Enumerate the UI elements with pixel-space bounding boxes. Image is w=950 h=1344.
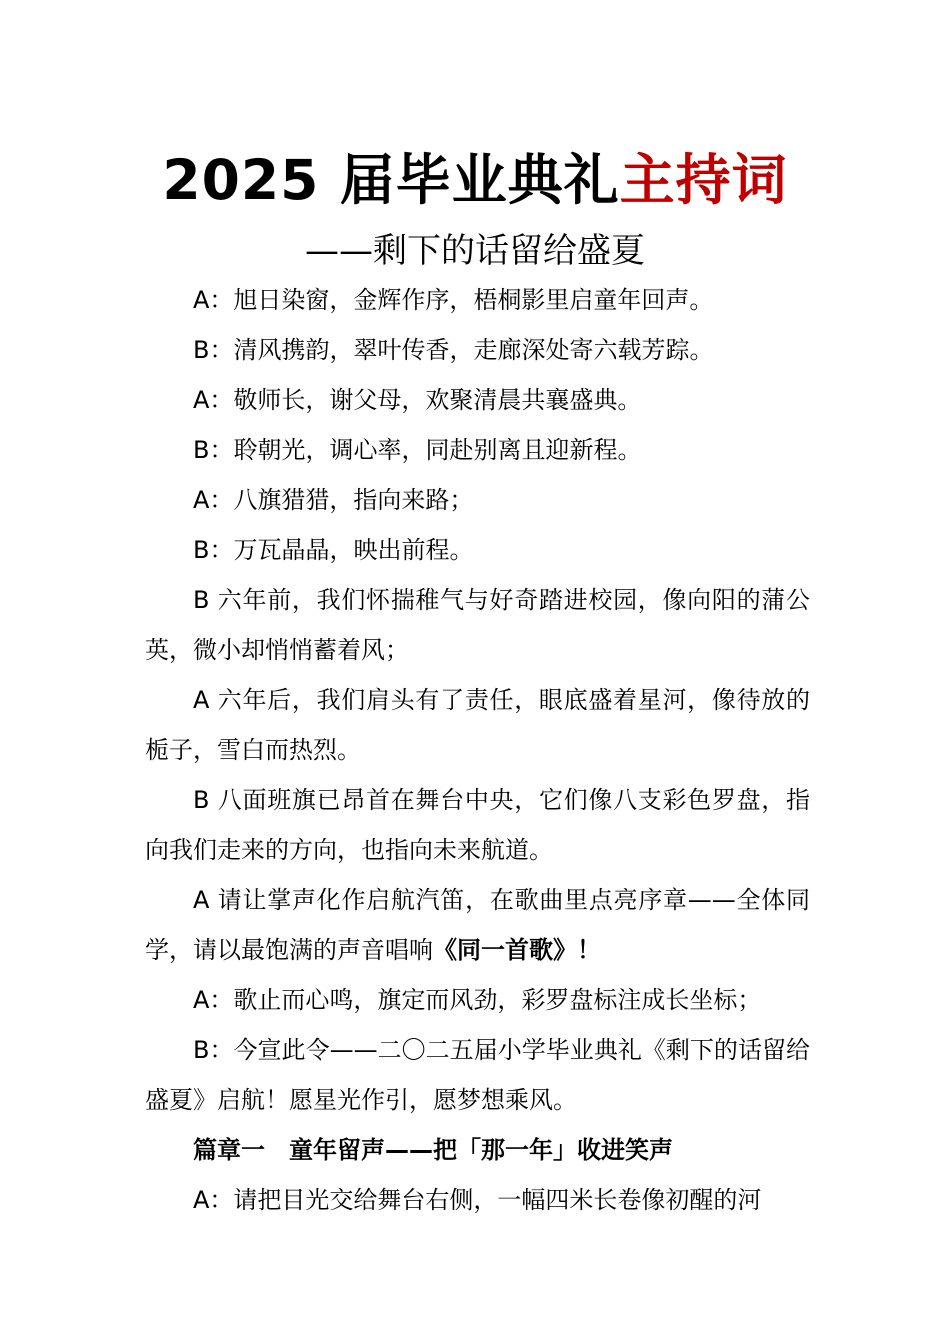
paragraph-11: A：歌止而心鸣，旗定而风劲，彩罗盘标注成长坐标；	[193, 986, 762, 1014]
paragraph-8: A 六年后，我们肩头有了责任，眼底盛着星河，像待放的栀子，雪白而热烈。	[145, 686, 810, 764]
paragraph-9: B 八面班旗已昂首在舞台中央，它们像八支彩色罗盘，指向我们走来的方向，也指向未来航道。	[145, 786, 810, 864]
chapter-number: 篇章一	[193, 1136, 265, 1164]
chapter-title: 童年留声——把「那一年」收进笑声	[289, 1136, 673, 1164]
paragraph-1: A：旭日染窗，金辉作序，梧桐影里启童年回声。	[193, 286, 714, 314]
document-body	[145, 275, 810, 1225]
paragraph-2: B：清风携韵，翠叶传香，走廊深处寄六载芳踪。	[193, 336, 714, 364]
chapter-heading	[145, 1125, 810, 1175]
song-title: 《同一首歌》！	[433, 936, 601, 964]
paragraph-3: A：敬师长，谢父母，欢聚清晨共襄盛典。	[193, 386, 642, 414]
title-accent: 主持词	[619, 148, 788, 212]
paragraph-14: A：请把目光交给舞台右侧，一幅四米长卷像初醒的河	[193, 1186, 762, 1214]
song-line-text: A 请让掌声化作启航汽笛，在歌曲里点亮序章——全体同学，请以最饱满的声音唱响	[145, 886, 810, 964]
title-main: 2025 届毕业典礼	[162, 148, 620, 212]
document-subtitle: ——剩下的话留给盛夏	[305, 231, 645, 271]
document-title	[0, 140, 950, 220]
paragraph-4: B：聆朝光，调心率，同赴别离且迎新程。	[193, 436, 642, 464]
paragraph-5: A：八旗猎猎，指向来路；	[193, 486, 474, 514]
paragraph-12: B：今宣此令——二〇二五届小学毕业典礼《剩下的话留给盛夏》启航！愿星光作引，愿梦想乘风。	[145, 1036, 810, 1114]
paragraph-song	[145, 875, 810, 975]
paragraph-7: B 六年前，我们怀揣稚气与好奇踏进校园，像向阳的蒲公英，微小却悄悄蓄着风；	[145, 586, 810, 664]
paragraph-6: B：万瓦晶晶，映出前程。	[193, 536, 474, 564]
